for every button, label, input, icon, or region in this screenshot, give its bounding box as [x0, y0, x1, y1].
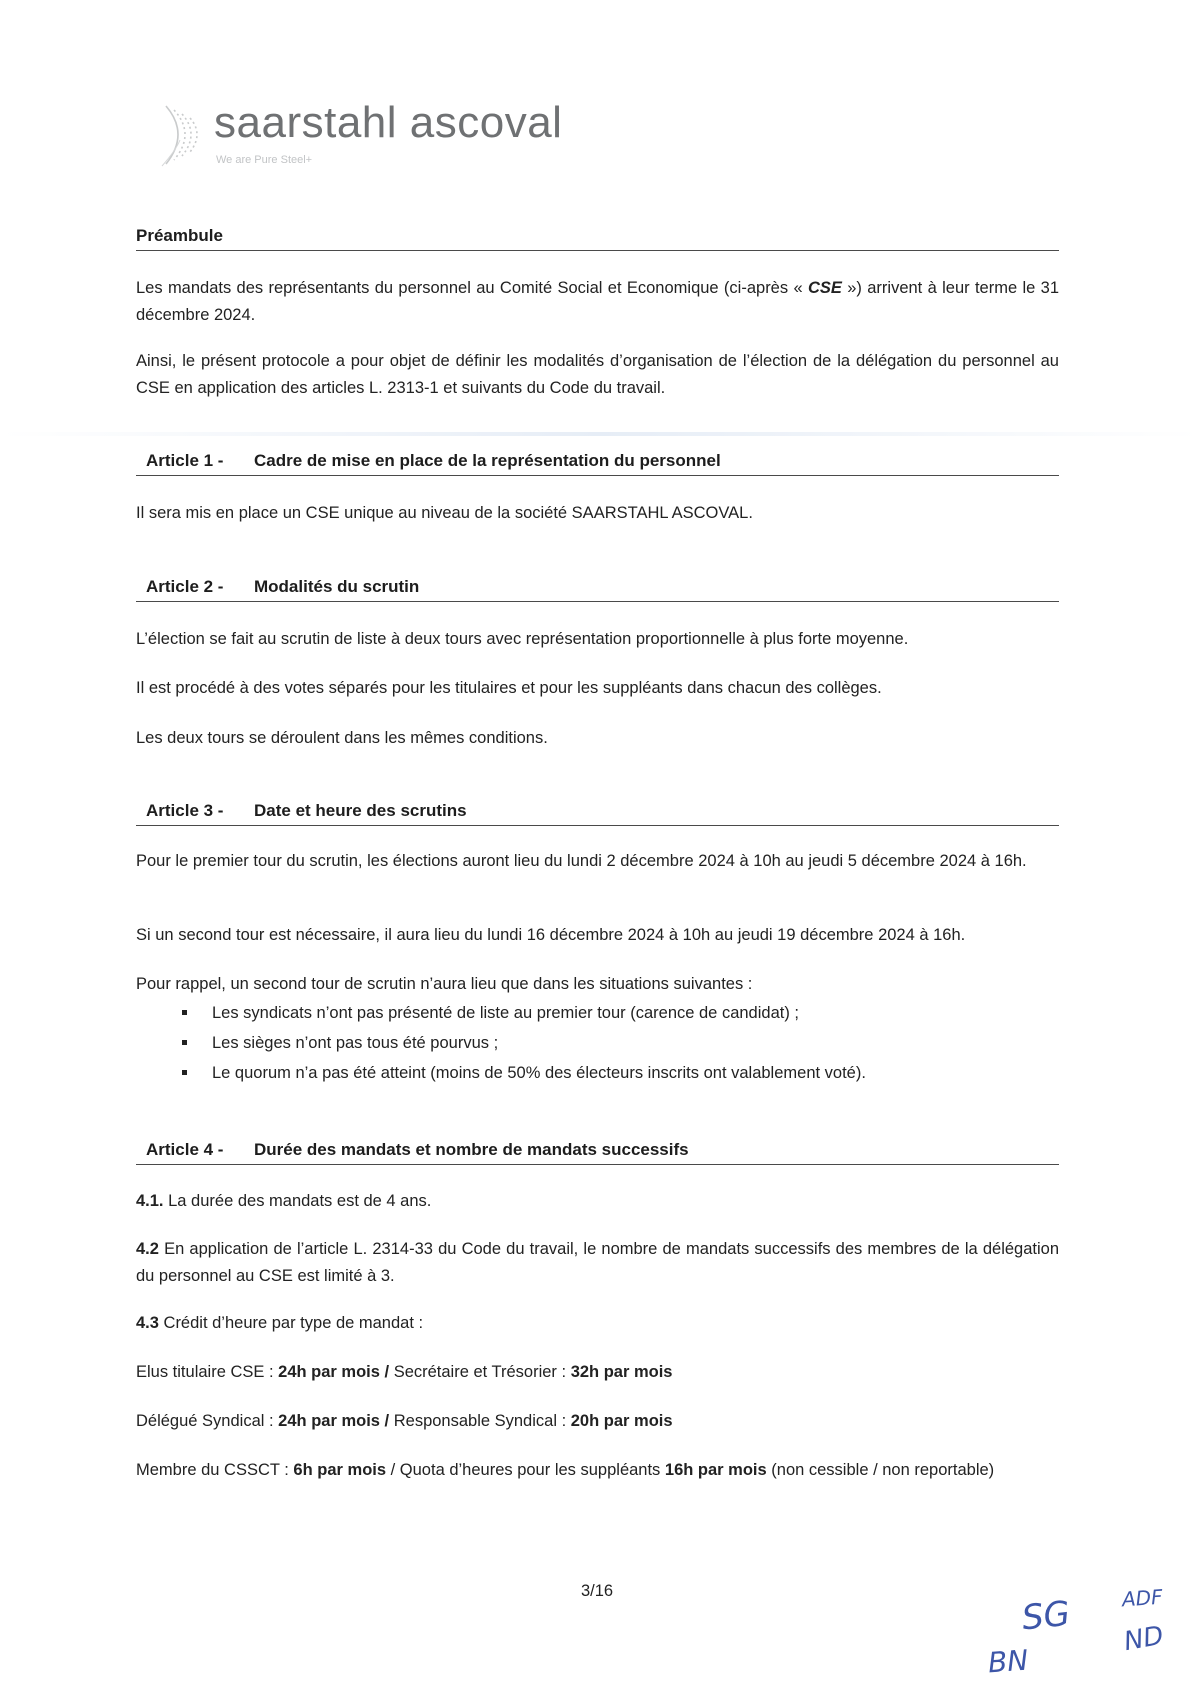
emphasis-run: 6h par mois: [293, 1461, 387, 1479]
article-3-paragraph-2: Si un second tour est nécessaire, il aura lieu du lundi 16 décembre 2024 à 10h au jeudi 19 décembre 2024 à 16h.: [136, 926, 966, 944]
page-number: 3/16: [581, 1582, 614, 1600]
second-round-conditions-list: [140, 998, 1060, 1088]
logo-tagline: We are Pure Steel+: [216, 154, 313, 166]
emphasis-run: 24h par mois /: [278, 1412, 390, 1430]
article-2-number: Article 2 -: [146, 577, 224, 596]
emphasis-run: 32h par mois: [570, 1363, 673, 1381]
emphasis-run: 4.2: [136, 1240, 159, 1258]
article-2-heading: [136, 577, 1059, 602]
emphasis-run: 4.3: [136, 1314, 159, 1332]
list-item: Le quorum n’a pas été atteint (moins de 50% des électeurs inscrits ont valablement voté).: [140, 1058, 1060, 1088]
article-4-paragraph-6: Membre du CSSCT : 6h par mois / Quota d’heures pour les suppléants 16h par mois (non cessible / non reportable): [136, 1461, 995, 1479]
article-4-paragraph-5: Délégué Syndical : 24h par mois / Responsable Syndical : 20h par mois: [136, 1412, 673, 1430]
article-1-number: Article 1 -: [146, 451, 224, 470]
article-4-paragraph-3: 4.3 Crédit d’heure par type de mandat :: [136, 1314, 424, 1332]
article-2-paragraph-3: Les deux tours se déroulent dans les mêmes conditions.: [136, 729, 548, 747]
handwritten-initials-sg: SG: [1020, 1593, 1072, 1639]
article-4-paragraph-1: 4.1. La durée des mandats est de 4 ans.: [136, 1192, 432, 1210]
preamble-title: Préambule: [136, 226, 1059, 251]
article-3-paragraph-1: Pour le premier tour du scrutin, les élections auront lieu du lundi 2 décembre 2024 à 10h au jeudi 5 décembre 2024 à 16h.: [136, 852, 1027, 870]
handwritten-initials-bn: BN: [986, 1643, 1030, 1680]
handwritten-initials-nd: ND: [1121, 1620, 1166, 1658]
list-item: Les syndicats n’ont pas présenté de liste au premier tour (carence de candidat) ;: [140, 998, 1060, 1028]
article-2-paragraph-1: L’élection se fait au scrutin de liste à deux tours avec représentation proportionnelle à plus forte moyenne.: [136, 630, 909, 648]
preamble-paragraph-2: Ainsi, le présent protocole a pour objet de définir les modalités d’organisation de l’élection de la délégation du personnel au CSE en application des articles L. 2313-1 et suivants du Code du travail.: [136, 352, 1059, 397]
article-2-title: Modalités du scrutin: [254, 577, 420, 596]
article-1-title: Cadre de mise en place de la représentation du personnel: [254, 451, 721, 470]
emphasis-run: 20h par mois: [570, 1412, 673, 1430]
emphasis-run: 16h par mois: [664, 1461, 767, 1479]
article-4-number: Article 4 -: [146, 1140, 224, 1159]
article-3-number: Article 3 -: [146, 801, 224, 820]
article-1-heading: [136, 451, 1059, 476]
article-1-paragraph: Il sera mis en place un CSE unique au niveau de la société SAARSTAHL ASCOVAL.: [136, 504, 753, 522]
emphasis-run: 4.1.: [136, 1192, 164, 1210]
article-4-title: Durée des mandats et nombre de mandats successifs: [254, 1140, 689, 1159]
article-2-paragraph-2: Il est procédé à des votes séparés pour les titulaires et pour les suppléants dans chacun des collèges.: [136, 679, 882, 697]
emphasis-run: 24h par mois /: [278, 1363, 390, 1381]
article-3-title: Date et heure des scrutins: [254, 801, 467, 820]
article-4-paragraph-4: Elus titulaire CSE : 24h par mois / Secrétaire et Trésorier : 32h par mois: [136, 1363, 673, 1381]
emphasis-run: CSE: [807, 279, 842, 297]
handwritten-initials-adf: ADF: [1121, 1584, 1164, 1612]
saarstahl-wave-logo-icon: [160, 100, 206, 170]
article-4-paragraph-2: 4.2 En application de l’article L. 2314-33 du Code du travail, le nombre de mandats successifs des membres de la délégation du personnel au CSE est limité à 3.: [136, 1240, 1059, 1285]
logo-wordmark: saarstahl ascoval: [214, 98, 563, 147]
list-item: Les sièges n’ont pas tous été pourvus ;: [140, 1028, 1060, 1058]
preamble-paragraph-1: Les mandats des représentants du personnel au Comité Social et Economique (ci-après « CSE ») arrivent à leur terme le 31 décembre 2024.: [136, 279, 1060, 324]
article-4-heading: [136, 1140, 1059, 1165]
article-3-paragraph-3: Pour rappel, un second tour de scrutin n’aura lieu que dans les situations suivantes :: [136, 975, 753, 993]
scan-artifact: [0, 432, 1200, 436]
article-3-heading: [136, 801, 1059, 826]
